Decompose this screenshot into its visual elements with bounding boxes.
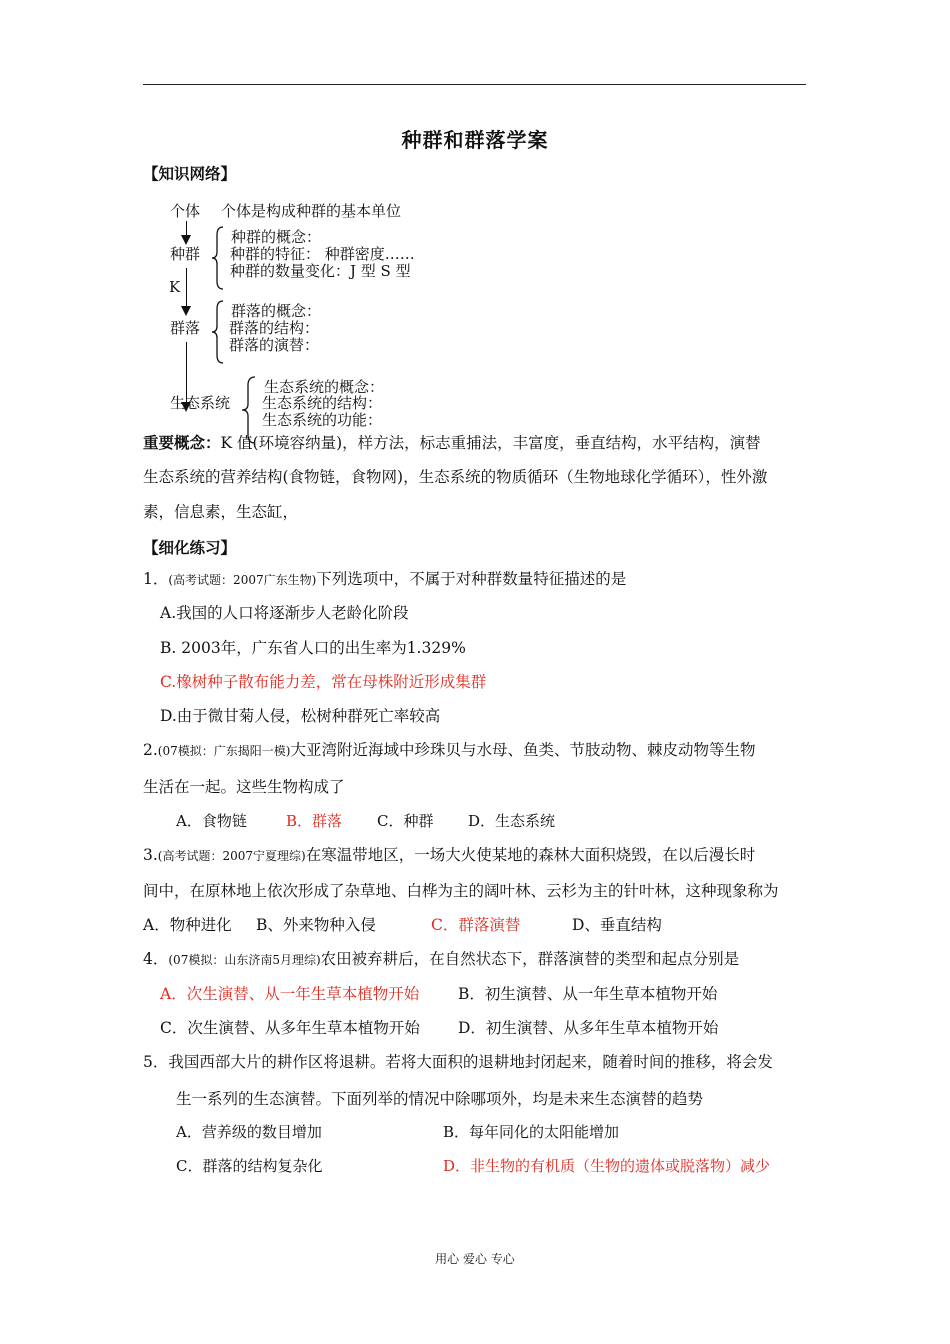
question-3-option-b: B、外来物种入侵 xyxy=(256,916,376,934)
question-4-option-d: D．初生演替、从多年生草本植物开始 xyxy=(458,1019,719,1037)
question-2-stem xyxy=(143,738,755,760)
question-4-option-b: B．初生演替、从一年生草本植物开始 xyxy=(458,985,718,1003)
question-2-option-a: A．食物链 xyxy=(176,812,247,830)
question-5-text-2: 生一系列的生态演替。下面列举的情况中除哪项外，均是未来生态演替的趋势 xyxy=(176,1090,704,1108)
question-5-option-b: B．每年同化的太阳能增加 xyxy=(443,1123,620,1141)
brace-community xyxy=(211,299,225,365)
population-change: 种群的数量变化：J 型 S 型 xyxy=(230,262,411,280)
question-2-text-1: 大亚湾附近海域中珍珠贝与水母、鱼类、节肢动物、棘皮动物等生物 xyxy=(290,741,756,759)
arrow-individual-to-population xyxy=(186,221,187,243)
question-4-option-a: A．次生演替、从一年生草本植物开始 xyxy=(160,985,420,1003)
question-1-option-a: A.我国的人口将逐渐步人老龄化阶段 xyxy=(160,604,409,622)
question-1-stem xyxy=(143,567,626,589)
header-rule xyxy=(143,84,806,85)
question-1-number: 1． xyxy=(143,570,169,588)
question-4-option-c: C．次生演替、从多年生草本植物开始 xyxy=(160,1019,420,1037)
question-1-option-c: C.橡树种子散布能力差，常在母株附近形成集群 xyxy=(160,673,487,691)
concepts-line-1 xyxy=(143,431,761,453)
concepts-label: 重要概念： xyxy=(143,433,221,452)
question-1-option-d: D.由于微甘菊人侵，松树种群死亡率较高 xyxy=(160,707,441,725)
arrow-population-to-community xyxy=(186,268,187,314)
community-concept: 群落的概念： xyxy=(231,302,322,320)
question-2-option-d: D．生态系统 xyxy=(468,812,556,830)
node-k: K xyxy=(169,278,181,296)
population-concept: 种群的概念： xyxy=(231,228,322,246)
node-community: 群落 xyxy=(170,319,201,337)
question-2-text-2: 生活在一起。这些生物构成了 xyxy=(143,778,345,796)
ecosystem-structure: 生态系统的结构： xyxy=(262,394,383,412)
community-structure: 群落的结构： xyxy=(229,319,320,337)
ecosystem-function: 生态系统的功能： xyxy=(262,411,383,429)
concepts-line-2: 生态系统的营养结构(食物链，食物网)，生态系统的物质循环（生物地球化学循环），性外激 xyxy=(143,468,768,486)
question-3-source: (高考试题：2007宁夏理综) xyxy=(157,849,306,863)
question-5-option-c: C．群落的结构复杂化 xyxy=(176,1157,323,1175)
brace-population xyxy=(211,225,225,291)
ecosystem-concept: 生态系统的概念： xyxy=(264,378,385,396)
question-3-option-a: A．物种进化 xyxy=(143,916,232,934)
question-2-number: 2. xyxy=(143,741,158,759)
individual-description: 个体是构成种群的基本单位 xyxy=(221,202,402,220)
population-features: 种群的特征： 种群密度…… xyxy=(230,245,415,263)
concepts-text-1: K 值(环境容纳量)，样方法，标志重捕法，丰富度，垂直结构，水平结构，演替 xyxy=(220,434,761,452)
question-3-stem xyxy=(143,843,755,865)
question-2-source: (07模拟：广东揭阳一模) xyxy=(157,744,291,758)
question-3-text-2: 间中，在原林地上依次形成了杂草地、白桦为主的阔叶林、云杉为主的针叶林，这种现象称为 xyxy=(143,882,779,900)
question-4-text: 农田被弃耕后，在自然状态下，群落演替的类型和起点分别是 xyxy=(320,950,740,968)
question-5-option-a: A．营养级的数目增加 xyxy=(176,1123,322,1141)
question-2-option-c: C．种群 xyxy=(377,812,434,830)
question-1-source: (高考试题：2007广东生物) xyxy=(168,573,317,587)
section-heading-exercises: 【细化练习】 xyxy=(143,538,237,557)
section-heading-network: 【知识网络】 xyxy=(143,164,237,183)
question-3-number: 3. xyxy=(143,846,158,864)
question-3-text-1: 在寒温带地区，一场大火使某地的森林大面积烧毁，在以后漫长时 xyxy=(305,846,756,864)
question-4-source: (07模拟：山东济南5月理综) xyxy=(168,953,321,967)
node-population: 种群 xyxy=(170,245,201,263)
question-1-text: 下列选项中，不属于对种群数量特征描述的是 xyxy=(316,570,627,588)
question-3-option-d: D、垂直结构 xyxy=(572,916,662,934)
node-ecosystem: 生态系统 xyxy=(170,394,231,412)
page-title: 种群和群落学案 xyxy=(401,128,549,152)
question-1-option-b: B. 2003年，广东省人口的出生率为1.329% xyxy=(160,639,466,657)
question-2-option-b: B．群落 xyxy=(286,812,343,830)
page-footer: 用心 爱心 专心 xyxy=(435,1252,515,1266)
question-3-option-c: C．群落演替 xyxy=(431,916,521,934)
question-5-text-1: 5．我国西部大片的耕作区将退耕。若将大面积的退耕地封闭起来，随着时间的推移，将会发 xyxy=(143,1053,773,1071)
question-4-stem xyxy=(143,947,739,969)
node-individual: 个体 xyxy=(170,202,201,220)
question-5-option-d: D．非生物的有机质（生物的遗体或脱落物）减少 xyxy=(443,1157,771,1175)
community-succession: 群落的演替： xyxy=(229,336,320,354)
question-4-number: 4． xyxy=(143,950,169,968)
concepts-line-3: 素，信息素，生态缸， xyxy=(143,503,299,521)
